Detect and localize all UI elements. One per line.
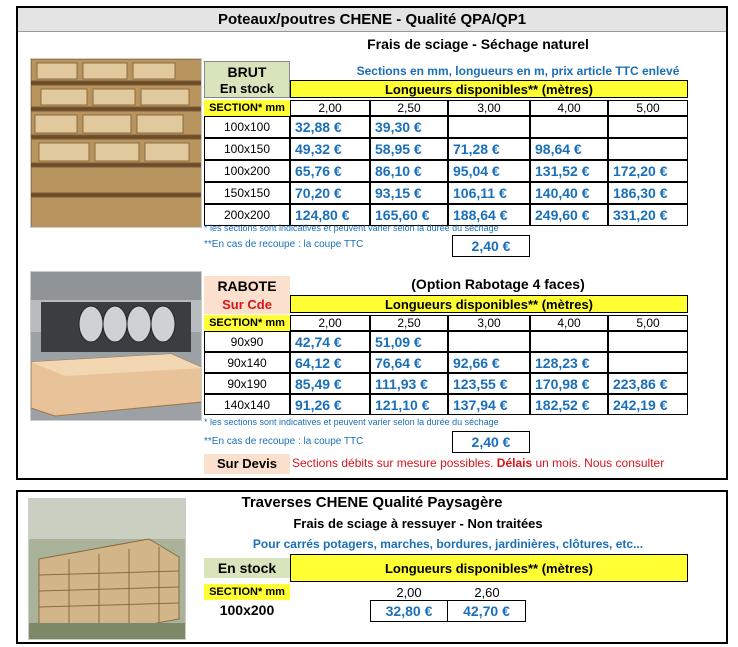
brut-price-cell: 95,04 € <box>448 160 530 182</box>
brut-length-header: 3,00 <box>448 100 530 116</box>
rabote-price-cell: 51,09 € <box>370 331 448 352</box>
brut-price-cell: 249,60 € <box>530 204 608 226</box>
rabote-status: Sur Cde <box>204 296 290 314</box>
brut-price-cell: 172,20 € <box>608 160 688 182</box>
sleepers-status: En stock <box>204 558 290 578</box>
rabote-lengths-header: Longueurs disponibles** (mètres) <box>290 295 688 313</box>
rabote-price-cell <box>608 352 688 373</box>
rabote-length-header: 3,00 <box>448 315 530 331</box>
brut-price-cell: 186,30 € <box>608 182 688 204</box>
rabote-label: RABOTE <box>204 276 290 296</box>
brut-length-header: 5,00 <box>608 100 688 116</box>
rabote-price-cell: 91,26 € <box>290 394 370 415</box>
brut-price-cell: 71,28 € <box>448 138 530 160</box>
stacked-sleepers-photo <box>28 498 186 640</box>
rabote-price-cell: 128,23 € <box>530 352 608 373</box>
brut-section-cell: 150x150 <box>204 182 290 204</box>
brut-price-cell: 124,80 € <box>290 204 370 226</box>
brut-length-header: 2,00 <box>290 100 370 116</box>
brut-price-cell: 86,10 € <box>370 160 448 182</box>
brut-price-cell: 93,15 € <box>370 182 448 204</box>
rabote-length-header: 5,00 <box>608 315 688 331</box>
rabote-cut-price: 2,40 € <box>452 431 530 453</box>
rabote-price-cell: 223,86 € <box>608 373 688 394</box>
brut-lengths-header: Longueurs disponibles** (mètres) <box>290 80 688 98</box>
rabote-price-cell: 137,94 € <box>448 394 530 415</box>
brut-price-cell: 58,95 € <box>370 138 448 160</box>
rabote-section-cell: 90x190 <box>204 373 290 394</box>
brut-price-cell: 188,64 € <box>448 204 530 226</box>
brut-price-cell <box>608 138 688 160</box>
brut-price-cell <box>608 116 688 138</box>
rabote-price-cell: 64,12 € <box>290 352 370 373</box>
sleepers-lengths-header: Longueurs disponibles** (mètres) <box>290 554 688 582</box>
brut-section-cell: 100x200 <box>204 160 290 182</box>
brut-price-cell: 39,30 € <box>370 116 448 138</box>
brut-price-cell: 331,20 € <box>608 204 688 226</box>
sleepers-price-1: 32,80 € <box>370 600 448 622</box>
rabote-cut-note: **En cas de recoupe : la coupe TTC <box>204 436 364 447</box>
beams-panel <box>16 6 728 480</box>
brut-section-cell: 100x150 <box>204 138 290 160</box>
devis-text <box>292 456 722 470</box>
sleepers-length-1: 2,00 <box>396 584 422 600</box>
rabote-price-cell: 92,66 € <box>448 352 530 373</box>
brut-price-cell <box>448 116 530 138</box>
brut-price-cell: 65,76 € <box>290 160 370 182</box>
rabote-length-header: 4,00 <box>530 315 608 331</box>
devis-text-a: Sections débits sur mesure possibles. <box>292 456 494 470</box>
brut-price-cell: 98,64 € <box>530 138 608 160</box>
sleepers-usage: Pour carrés potagers, marches, bordures, jardinières, clôtures, etc... <box>252 537 644 551</box>
rabote-price-cell: 76,64 € <box>370 352 448 373</box>
brut-price-cell: 32,88 € <box>290 116 370 138</box>
rabote-length-header: 2,00 <box>290 315 370 331</box>
brut-length-header: 4,00 <box>530 100 608 116</box>
rabote-section-header: SECTION* mm <box>204 315 290 331</box>
rabote-section-cell: 140x140 <box>204 394 290 415</box>
brut-section-cell: 200x200 <box>204 204 290 226</box>
rabote-section-cell: 90x90 <box>204 331 290 352</box>
sleepers-panel <box>16 490 728 644</box>
sleepers-section-header: SECTION* mm <box>204 584 290 600</box>
brut-price-cell: 165,60 € <box>370 204 448 226</box>
rabote-price-cell: 170,98 € <box>530 373 608 394</box>
brut-top-note: Sections en mm, longueurs en m, prix article TTC enlevé <box>356 64 680 78</box>
planer-machine-photo <box>30 271 202 421</box>
rabote-price-cell: 85,49 € <box>290 373 370 394</box>
devis-label: Sur Devis <box>204 454 290 474</box>
brut-section-cell: 100x100 <box>204 116 290 138</box>
brut-price-cell: 140,40 € <box>530 182 608 204</box>
brut-price-cell: 106,11 € <box>448 182 530 204</box>
sleepers-section: 100x200 <box>219 602 275 618</box>
rabote-footnote: * les sections sont indicatives et peuvent varier selon la durée du séchage <box>204 417 499 427</box>
devis-text-c: un mois. Nous consulter <box>535 456 665 470</box>
beams-subtitle: Frais de sciage - Séchage naturel <box>367 36 589 52</box>
brut-price-cell <box>530 116 608 138</box>
sleepers-price-2: 42,70 € <box>448 600 526 622</box>
rabote-price-cell: 121,10 € <box>370 394 448 415</box>
devis-text-delay: Délais <box>496 456 533 470</box>
brut-footnote: * les sections sont indicatives et peuvent varier selon la durée du séchage <box>204 223 499 233</box>
brut-section-header: SECTION* mm <box>204 100 290 116</box>
brut-price-cell: 49,32 € <box>290 138 370 160</box>
rabote-price-cell: 123,55 € <box>448 373 530 394</box>
rabote-price-cell <box>530 331 608 352</box>
brut-price-cell: 131,52 € <box>530 160 608 182</box>
rabote-length-header: 2,50 <box>370 315 448 331</box>
brut-cut-price: 2,40 € <box>452 235 530 257</box>
brut-label: BRUT <box>204 61 290 81</box>
brut-length-header: 2,50 <box>370 100 448 116</box>
brut-cut-note: **En cas de recoupe : la coupe TTC <box>204 239 364 250</box>
beams-title: Poteaux/poutres CHENE - Qualité QPA/QP1 <box>18 8 726 32</box>
rabote-option: (Option Rabotage 4 faces) <box>411 276 585 292</box>
rabote-price-cell: 111,93 € <box>370 373 448 394</box>
rabote-price-cell: 42,74 € <box>290 331 370 352</box>
brut-price-cell: 70,20 € <box>290 182 370 204</box>
rabote-section-cell: 90x140 <box>204 352 290 373</box>
rabote-price-cell: 182,52 € <box>530 394 608 415</box>
sleepers-length-2: 2,60 <box>474 584 500 600</box>
rabote-price-cell: 242,19 € <box>608 394 688 415</box>
sleepers-subtitle: Frais de sciage à ressuyer - Non traitées <box>293 516 543 531</box>
brut-status: En stock <box>204 80 290 98</box>
rabote-price-cell <box>608 331 688 352</box>
stacked-oak-beams-photo <box>30 58 202 228</box>
sleepers-title: Traverses CHENE Qualité Paysagère <box>18 492 726 514</box>
rabote-price-cell <box>448 331 530 352</box>
